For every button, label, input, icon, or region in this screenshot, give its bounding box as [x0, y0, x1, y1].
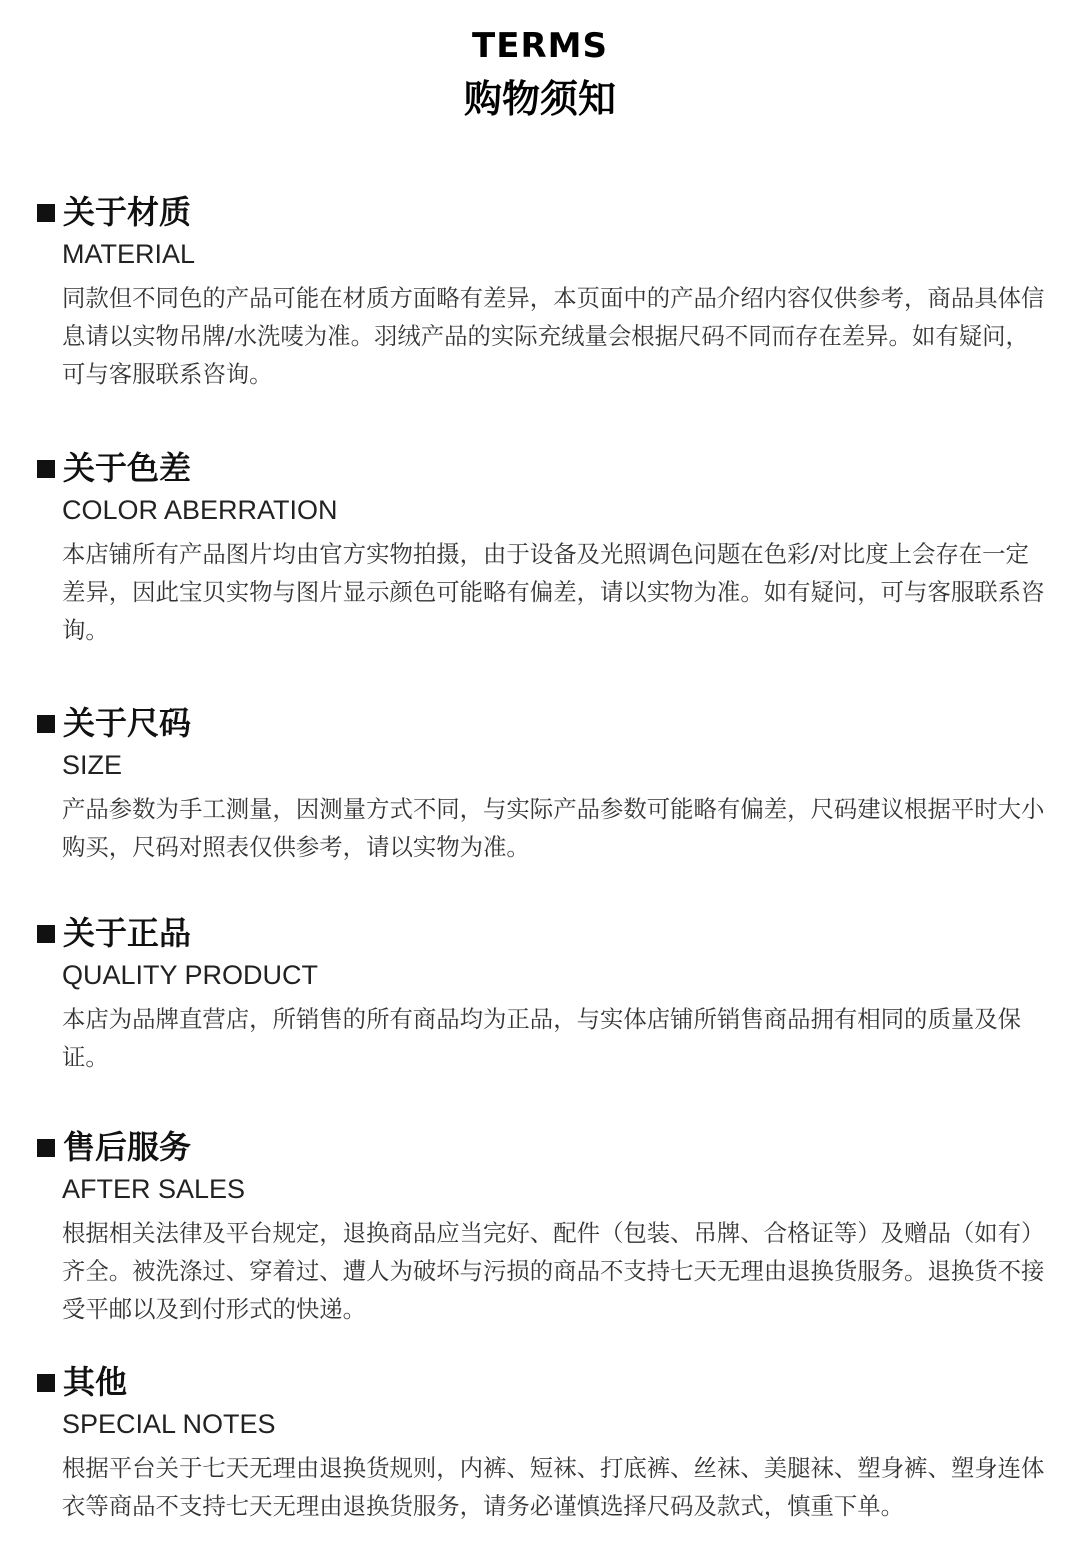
- section-special-notes: [0, 1360, 1080, 1525]
- section-title: 售后服务: [63, 1128, 192, 1166]
- section-heading: [0, 190, 1080, 234]
- square-bullet-icon: [37, 204, 55, 222]
- section-heading: [0, 1125, 1080, 1169]
- section-material: [0, 190, 1080, 393]
- section-subtitle: AFTER SALES: [62, 1174, 246, 1204]
- section-title: 关于材质: [63, 193, 192, 231]
- section-quality-product: [0, 911, 1080, 1076]
- section-after-sales: [0, 1125, 1080, 1328]
- section-body: 本店为品牌直营店，所销售的所有商品均为正品，与实体店铺所销售商品拥有相同的质量及保证。: [62, 1005, 1022, 1071]
- square-bullet-icon: [37, 1139, 55, 1157]
- section-subtitle: SPECIAL NOTES: [62, 1409, 276, 1439]
- section-heading: [0, 701, 1080, 745]
- section-body: 本店铺所有产品图片均由官方实物拍摄，由于设备及光照调色问题在色彩/对比度上会存在一定差异，因此宝贝实物与图片显示颜色可能略有偏差，请以实物为准。如有疑问，可与客服联系咨询。: [62, 540, 1045, 644]
- section-title: 关于尺码: [63, 704, 192, 742]
- section-body: 根据平台关于七天无理由退换货规则，内裤、短袜、打底裤、丝袜、美腿袜、塑身裤、塑身连体衣等商品不支持七天无理由退换货服务，请务必谨慎选择尺码及款式，慎重下单。: [62, 1454, 1045, 1520]
- section-size: [0, 701, 1080, 866]
- section-body: 根据相关法律及平台规定，退换商品应当完好、配件（包装、吊牌、合格证等）及赠品（如有）齐全。被洗涤过、穿着过、遭人为破坏与污损的商品不支持七天无理由退换货服务。退换货不接受平邮以及到付形式的快递。: [62, 1219, 1045, 1323]
- section-subtitle: MATERIAL: [62, 239, 196, 269]
- square-bullet-icon: [37, 715, 55, 733]
- section-heading: [0, 911, 1080, 955]
- section-title: 其他: [63, 1363, 128, 1401]
- section-body: 同款但不同色的产品可能在材质方面略有差异，本页面中的产品介绍内容仅供参考，商品具体信息请以实物吊牌/水洗唛为准。羽绒产品的实际充绒量会根据尺码不同而存在差异。如有疑问，可与客服联系咨询。: [62, 284, 1045, 388]
- section-subtitle: COLOR ABERRATION: [62, 495, 338, 525]
- section-title: 关于色差: [63, 449, 192, 487]
- page-title-zh: 购物须知: [463, 77, 616, 121]
- section-body: 产品参数为手工测量，因测量方式不同，与实际产品参数可能略有偏差，尺码建议根据平时大小购买，尺码对照表仅供参考，请以实物为准。: [62, 795, 1045, 861]
- section-subtitle: SIZE: [62, 750, 123, 780]
- section-title: 关于正品: [63, 914, 192, 952]
- square-bullet-icon: [37, 925, 55, 943]
- section-heading: [0, 1360, 1080, 1404]
- page-header: [0, 26, 1080, 122]
- square-bullet-icon: [37, 1374, 55, 1392]
- page-title-en: TERMS: [472, 26, 608, 66]
- section-heading: [0, 446, 1080, 490]
- section-color-aberration: [0, 446, 1080, 649]
- section-subtitle: QUALITY PRODUCT: [62, 960, 319, 990]
- square-bullet-icon: [37, 460, 55, 478]
